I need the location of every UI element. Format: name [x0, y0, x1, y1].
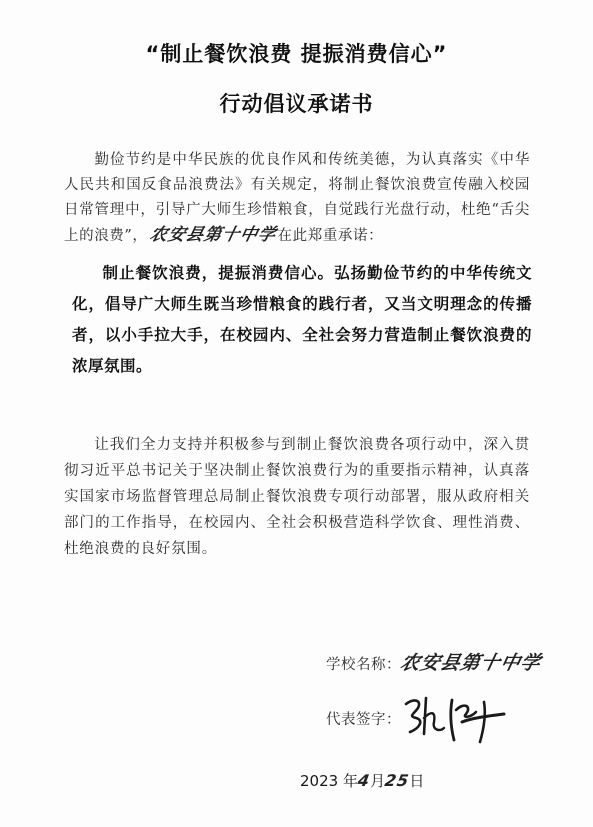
- paragraph-intro: [64, 148, 530, 249]
- paragraph-commitment: [64, 432, 530, 562]
- paragraph-intro-text: 勤俭节约是中华民族的优良作风和传统美德，为认真落实《中华人民共和国反食品浪费法》有关规定，将制止餐饮浪费宣传融入校园日常管理中，引导广大师生珍惜粮食，自觉践行光盘行动，杜绝“舌尖上的浪费”，: [64, 152, 530, 244]
- date-year: 2023: [300, 772, 339, 790]
- representative-label: 代表签字：: [326, 712, 401, 728]
- representative-row: [326, 708, 401, 729]
- document-subtitle: 行动倡议承诺书: [219, 92, 374, 116]
- paragraph-intro-tail: 在此郑重承诺：: [277, 228, 384, 244]
- date-year-unit: 年: [338, 772, 358, 790]
- date-day: 25: [383, 771, 412, 790]
- handwritten-school-signature: 农安县第十中学: [398, 652, 544, 674]
- date-day-unit: 日: [409, 772, 425, 790]
- school-name-label: 学校名称：: [326, 657, 401, 673]
- handwritten-signature: [400, 688, 520, 748]
- school-name-row: [326, 648, 544, 675]
- paragraph-commitment-text: 让我们全力支持并积极参与到制止餐饮浪费各项行动中，深入贯彻习近平总书记关于坚决制止餐饮浪费行为的重要指示精神，认真落实国家市场监督管理总局制止餐饮浪费专项行动部署，服从政府相关部门的工作指导，在校园内、全社会积极营造科学饮食、理性消费、杜绝浪费的良好氛围。: [64, 437, 530, 557]
- signing-date: [300, 770, 424, 791]
- date-month-unit: 月: [370, 772, 386, 790]
- handwritten-school-name: 农安县第十中学: [147, 225, 278, 245]
- paragraph-pledge: [72, 258, 532, 382]
- paragraph-pledge-text: 制止餐饮浪费，提振消费信心。弘扬勤俭节约的中华传统文化，倡导广大师生既当珍惜粮食的践行者，又当文明理念的传播者，以小手拉大手，在校园内、全社会努力营造制止餐饮浪费的浓厚氛围。: [72, 264, 532, 375]
- document-title: “制止餐饮浪费 提振消费信心”: [145, 42, 448, 66]
- date-month: 4: [356, 771, 372, 790]
